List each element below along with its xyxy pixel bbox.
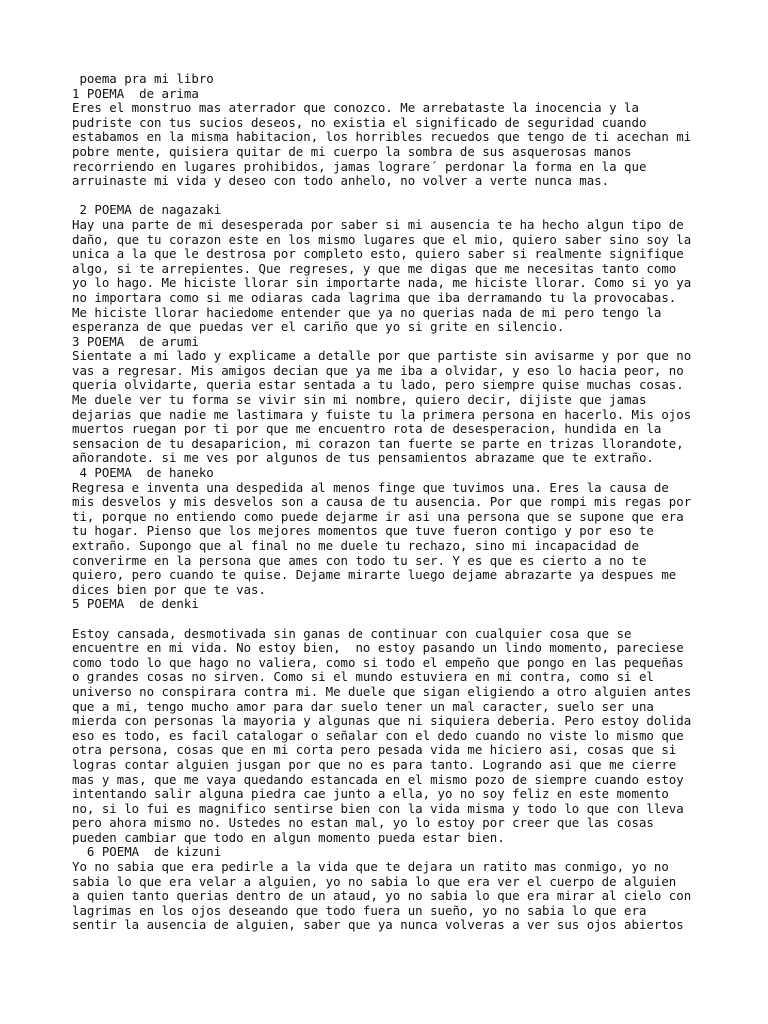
text-line: extraño. Supongo que al final no me duele tu rechazo, sino mi incapacidad de [72,538,639,553]
text-line: eso es todo, es facil catalogar o señalar con el dedo cuando no viste lo mismo que [72,727,684,743]
text-line: daño, que tu corazon este en los mismo lugares que el mio, quiero saber sino soy la [72,231,692,247]
text-line: vas a regresar. Mis amigos decian que ya me iba a olvidar, y eso lo hacia peor, no [72,362,684,378]
text-line: arruinaste mi vida y deseo con todo anhelo, no volver a verte nunca mas. [72,173,610,189]
text-line: añorandote. si me ves por algunos de tus pensamientos abrazame que te extraño. [72,450,654,466]
text-line: pero ahora mismo no. Ustedes no estan mal, yo lo estoy por creer que las cosas [72,815,654,831]
text-line: 4 POEMA de haneko [72,465,214,481]
text-line: muertos ruegan por ti por que me encuentro rota de desesperacion, hundida en la [72,421,662,437]
text-line: esperanza de que puedas ver el cariño que yo si grite en silencio. [72,319,565,335]
text-line: Yo no sabia que era pedirle a la vida que te dejara un ratito mas conmigo, yo no [72,859,669,875]
text-line: Regresa e inventa una despedida al menos finge que tuvimos una. Eres la causa de [72,479,669,495]
text-line [72,189,712,204]
text-line: dejarias que nadie me lastimara y fuiste tu la primera persona en hacerlo. Mis ojos [72,406,692,422]
text-line: recorriendo en lugares prohibidos, jamas lograre´ perdonar la forma en la que [72,158,647,174]
text-line: sensacion de tu desaparicion, mi corazon tan fuerte se parte en trizas llorandote, [72,435,684,451]
text-line: queria olvidarte, queria estar sentada a tu lado, pero siempre quise muchas cosas. [72,377,684,393]
text-line: mas y mas, que me vaya quedando estancada en el mismo pozo de siempre cuando estoy [72,771,684,787]
text-line: 1 POEMA de arima [72,85,199,101]
text-line: que a mi, tengo mucho amor para dar suelo tener un mal caracter, suelo ser una [72,698,654,714]
text-line: 5 POEMA de denki [72,596,199,612]
text-line: sentir la ausencia de alguien, saber que ya nunca volveras a ver sus ojos abiertos [72,917,684,933]
text-line: pueden cambiar que todo en algun momento pueda estar bien. [72,829,505,845]
text-line: pudriste con tus sucios deseos, no existia el significado de seguridad cuando [72,114,647,130]
text-line: ti, porque no entiendo como puede dejarme ir asi una persona que se supone que era [72,508,684,524]
text-line: no, si lo fui es magnifico sentirse bien con la vida misma y todo lo que con lleva [72,800,684,816]
text-line: o grandes cosas no sirven. Como si el mundo estuviera en mi contra, como si el [72,669,654,685]
text-line: Sientate a mi lado y explicame a detalle por que partiste sin avisarme y por que no [72,348,692,364]
text-line: Estoy cansada, desmotivada sin ganas de continuar con cualquier cosa que se [72,625,632,641]
text-line: algo, si te arrepientes. Que regreses, y que me digas que me necesitas tanto como [72,260,677,276]
text-line: converirme en la persona que ames con todo tu ser. Y es que es cierto a no te [72,552,647,568]
text-line: sabia lo que era velar a alguien, yo no sabia lo que era ver el cuerpo de alguien [72,873,677,889]
text-line: como todo lo que hago no valiera, como si todo el empeño que pongo en las pequeñas [72,654,684,670]
text-line: tu hogar. Pienso que los mejores momentos que tuve fueron contigo y por eso te [72,523,654,539]
text-line: estabamos en la misma habitacion, los horribles recuedos que tengo de ti acechan mi [72,129,692,145]
text-line: Hay una parte de mi desesperada por saber si mi ausencia te ha hecho algun tipo de [72,216,684,232]
text-line: Me duele ver tu forma se vivir sin mi nombre, quiero decir, dijiste que jamas [72,392,647,408]
text-line: poema pra mi libro [72,71,214,86]
text-line: lagrimas en los ojos deseando que todo fuera un sueño, yo no sabia lo que era [72,902,647,918]
text-line [72,612,712,627]
text-line: mis desvelos y mis desvelos son a causa de tu ausencia. Por que rompi mis regas por [72,494,692,510]
text-line: quiero, pero cuando te quise. Dejame mirarte luego dejame abrazarte ya despues me [72,567,677,583]
document-page [72,72,712,933]
text-line: pobre mente, quisiera quitar de mi cuerpo la sombra de sus asquerosas manos [72,143,632,159]
text-line: mierda con personas la mayoria y algunas que ni siquiera deberia. Pero estoy dolida [72,713,692,729]
text-line: a quien tanto querias dentro de un ataud, yo no sabia lo que era mirar al cielo con [72,888,692,904]
text-line: Eres el monstruo mas aterrador que conozco. Me arrebataste la inocencia y la [72,100,639,116]
text-line: unica a la que le destrosa por completo esto, quiero saber si realmente signifique [72,246,684,262]
text-line: 6 POEMA de kizuni [72,844,222,860]
text-line: universo no conspirara contra mi. Me duele que sigan eligiendo a otro alguien antes [72,683,692,699]
text-line: otra persona, cosas que en mi corta pero pesada vida me hiciero asi, cosas que si [72,742,677,758]
text-line: no importara como si me odiaras cada lagrima que iba derramando tu la provocabas. [72,289,677,305]
text-line: 3 POEMA de arumi [72,333,199,349]
text-line: intentando salir alguna piedra cae junto a ella, yo no soy feliz en este momento [72,786,669,802]
text-line: 2 POEMA de nagazaki [72,202,222,218]
text-line: Me hiciste llorar haciedome entender que ya no querias nada de mi pero tengo la [72,304,662,320]
text-line: encuentre en mi vida. No estoy bien, no estoy pasando un lindo momento, pareciese [72,640,684,656]
text-line: logras contar alguien jusgan por que no es para tanto. Logrando asi que me cierre [72,756,677,772]
text-line: dices bien por que te vas. [72,581,266,597]
text-line: yo lo hago. Me hiciste llorar sin importarte nada, me hiciste llorar. Como si yo ya [72,275,692,291]
